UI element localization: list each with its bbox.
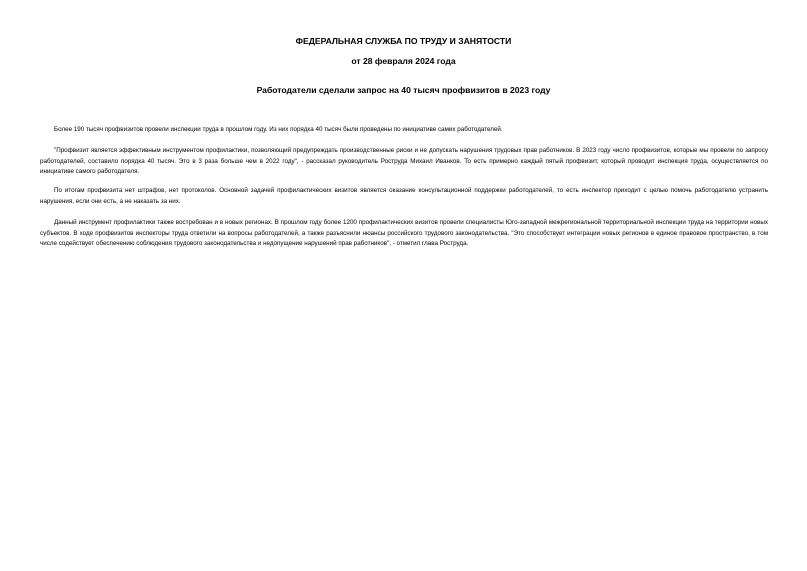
paragraph-1: Более 190 тысяч профвизитов провели инспекции труда в прошлом году. Из них порядка 40 тысяч были проведены по инициативе самих работодателей.: [54, 126, 503, 133]
paragraph-4: Данный инструмент профилактики также востребован и в новых регионах. В прошлом году более 1200 профилактических визитов провели специалисты Юго-западной межрегиональной территориальной инспекции труда на территории новых субъектов. В ходе профвизитов инспекторы труда ответили на вопросы работодателей, а также разъяснили нюансы российского трудового законодательства. "Это способствует интеграции новых регионов в единое правовое пространство, в том числе содействует обеспечению соблюдения трудового законодательства и недопущение нарушений прав работников", - отметил глава Роструда.: [40, 219, 768, 248]
paragraph-3: По итогам профвизита нет штрафов, нет протоколов. Основной задачей профилактических визитов является оказание консультационной поддержки работодателей, то есть инспектор приходит с целью помочь работодателю устранить нарушения, если они есть, а не наказать за них.: [40, 187, 768, 205]
agency-name: ФЕДЕРАЛЬНАЯ СЛУЖБА ПО ТРУДУ И ЗАНЯТОСТИ: [295, 36, 512, 46]
document-title: Работодатели сделали запрос на 40 тысяч профвизитов в 2023 году: [256, 85, 551, 95]
paragraph-2: "Профвизит является эффективным инструментом профилактики, позволяющий предупреждать производственные риски и не допускать нарушения трудовых прав работников. В 2023 году число профвизитов, которые мы провели по запросу работодателей, составило порядка 40 тысяч. Это в 3 раза больше чем в 2022 году", - рассказал руководитель Роструда Михаил Иванков. То есть примерно каждый пятый профвизит, который проводит инспекция труда, осуществляется по инициативе самого работодателя.: [40, 147, 768, 176]
document-date: от 28 февраля 2024 года: [351, 56, 456, 66]
